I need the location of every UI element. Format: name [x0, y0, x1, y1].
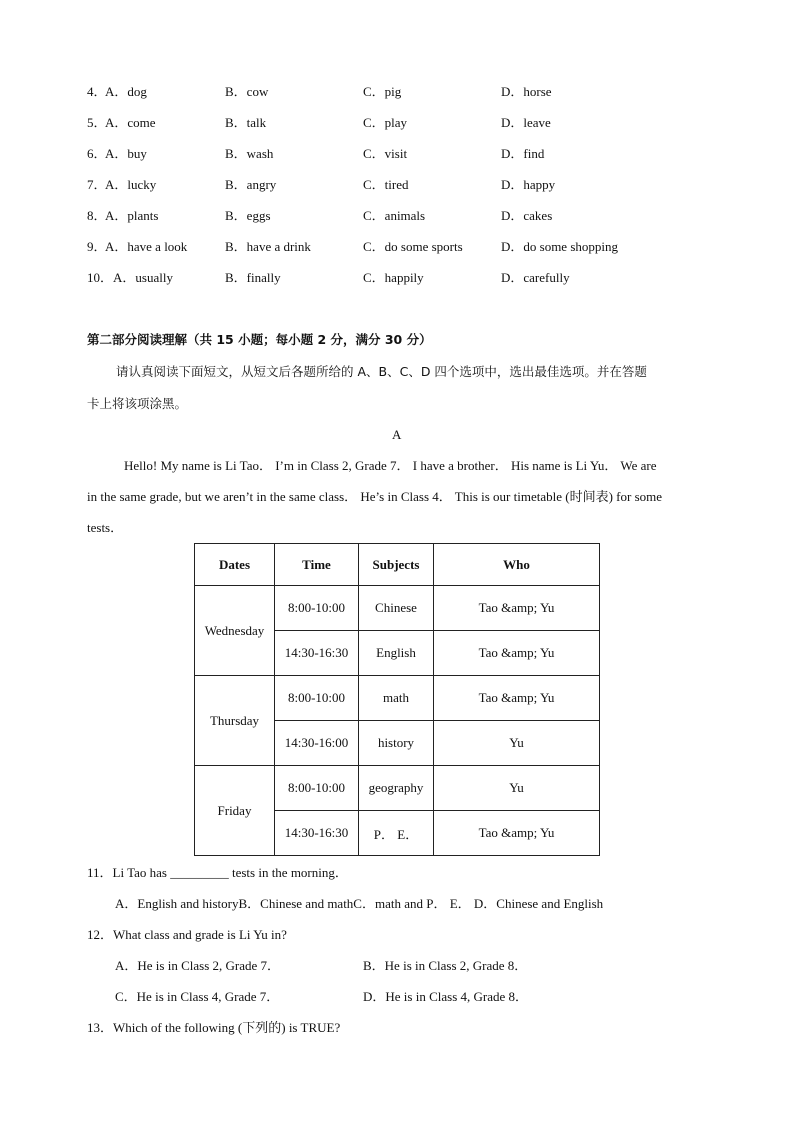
table-header-row — [195, 544, 600, 586]
option-a: A．lucky — [105, 177, 157, 192]
option-b: B．wash — [225, 146, 274, 161]
option-c: C．do some sports — [363, 239, 463, 254]
option-d: D．happy — [501, 177, 556, 192]
time-cell: 8:00-10:00 — [275, 766, 359, 811]
table-row — [195, 766, 600, 811]
option-b: B．finally — [225, 270, 281, 285]
time-cell: 14:30-16:30 — [275, 631, 359, 676]
who-cell: Yu — [434, 766, 600, 811]
time-cell: 8:00-10:00 — [275, 586, 359, 631]
option-b: B．cow — [225, 84, 269, 99]
option-a: A．dog — [105, 84, 147, 99]
subject-cell: English — [359, 631, 434, 676]
question-number: 8． — [87, 208, 107, 223]
subject-cell: history — [359, 721, 434, 766]
question-12-option-c: C．He is in Class 4, Grade 7． — [115, 989, 280, 1004]
option-a: A．plants — [105, 208, 159, 223]
passage-line3: tests． — [87, 520, 124, 535]
section-instruction-line2: 卡上将该项涂黑。 — [87, 396, 188, 411]
question-number: 5． — [87, 115, 107, 130]
option-a: A．buy — [105, 146, 147, 161]
option-b: B．eggs — [225, 208, 271, 223]
option-c: C．animals — [363, 208, 426, 223]
option-a: A．usually — [113, 270, 173, 285]
day-cell: Wednesday — [195, 586, 275, 676]
time-cell: 8:00-10:00 — [275, 676, 359, 721]
time-cell: 14:30-16:30 — [275, 811, 359, 856]
question-12-stem: 12．What class and grade is Li Yu in? — [87, 927, 287, 942]
passage-label: A — [392, 427, 402, 442]
who-cell: Tao &amp; Yu — [434, 586, 600, 631]
option-c: C．happily — [363, 270, 424, 285]
question-11-stem: 11．Li Tao has _________ tests in the morning． — [87, 865, 348, 880]
option-b: B．talk — [225, 115, 267, 130]
section-instruction-line1: 请认真阅读下面短文，从短文后各题所给的 A、B、C、D 四个选项中，选出最佳选项。并在答题 — [116, 364, 647, 379]
who-cell: Tao &amp; Yu — [434, 676, 600, 721]
option-a: A．come — [105, 115, 156, 130]
header-who: Who — [434, 544, 600, 586]
question-13-stem: 13．Which of the following (下列的) is TRUE? — [87, 1020, 341, 1035]
option-d: D．horse — [501, 84, 552, 99]
question-12-option-d: D．He is in Class 4, Grade 8． — [363, 989, 529, 1004]
passage-line1: Hello! My name is Li Tao． I’m in Class 2, Grade 7． I have a brother． His name is Li Yu． We are — [124, 458, 657, 473]
question-12-option-a: A．He is in Class 2, Grade 7． — [115, 958, 281, 973]
question-number: 6． — [87, 146, 107, 161]
question-number: 9． — [87, 239, 107, 254]
table-row — [195, 676, 600, 721]
section-title: 第二部分阅读理解（共 15 小题；每小题 2 分，满分 30 分） — [87, 332, 432, 347]
option-c: C．pig — [363, 84, 402, 99]
option-d: D．find — [501, 146, 545, 161]
question-11-options: A．English and historyB．Chinese and mathC．math and P． E． D．Chinese and English — [115, 896, 604, 911]
header-time: Time — [275, 544, 359, 586]
who-cell: Tao &amp; Yu — [434, 631, 600, 676]
option-d: D．leave — [501, 115, 551, 130]
subject-cell: Chinese — [359, 586, 434, 631]
question-12-option-b: B．He is in Class 2, Grade 8． — [363, 958, 528, 973]
subject-cell: P． E． — [359, 811, 434, 856]
option-d: D．cakes — [501, 208, 553, 223]
option-a: A．have a look — [105, 239, 188, 254]
header-dates: Dates — [195, 544, 275, 586]
subject-cell: math — [359, 676, 434, 721]
option-d: D．do some shopping — [501, 239, 619, 254]
option-d: D．carefully — [501, 270, 570, 285]
header-subjects: Subjects — [359, 544, 434, 586]
question-number: 10． — [87, 270, 114, 285]
option-b: B．have a drink — [225, 239, 311, 254]
table-row — [195, 586, 600, 631]
who-cell: Tao &amp; Yu — [434, 811, 600, 856]
who-cell: Yu — [434, 721, 600, 766]
day-cell: Thursday — [195, 676, 275, 766]
question-number: 7． — [87, 177, 107, 192]
subject-cell: geography — [359, 766, 434, 811]
option-c: C．visit — [363, 146, 408, 161]
option-b: B．angry — [225, 177, 277, 192]
option-c: C．play — [363, 115, 408, 130]
passage-line2: in the same grade, but we aren’t in the same class． He’s in Class 4． This is our timetable (时间表) for some — [87, 489, 663, 504]
day-cell: Friday — [195, 766, 275, 856]
question-number: 4． — [87, 84, 107, 99]
option-c: C．tired — [363, 177, 409, 192]
time-cell: 14:30-16:00 — [275, 721, 359, 766]
timetable — [194, 543, 600, 856]
